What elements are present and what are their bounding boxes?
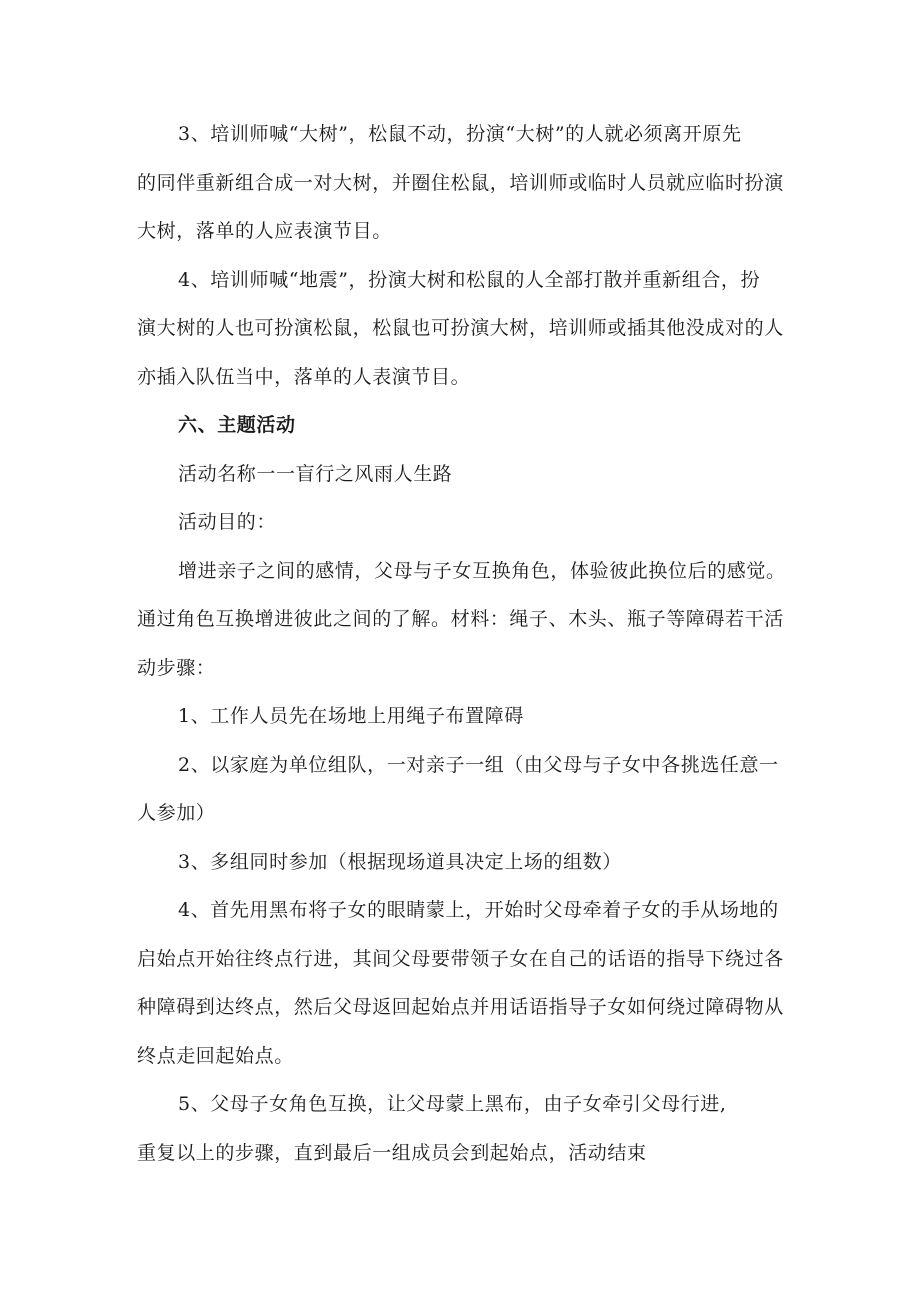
section-heading: 六、主题活动 xyxy=(178,414,296,436)
text-line: 动步骤： xyxy=(137,657,216,679)
text-line: 人参加） xyxy=(137,802,216,824)
step-item: 4、首先用黑布将子女的眼睛蒙上，开始时父母牵着子女的手从场地的 xyxy=(178,899,779,921)
step-item: 5、父母子女角色互换，让父母蒙上黑布，由子女牵引父母行进, xyxy=(178,1093,727,1115)
text-line: 重复以上的步骤，直到最后一组成员会到起始点，活动结束 xyxy=(137,1142,647,1164)
text-line: 增进亲子之间的感情，父母与子女互换角色，体验彼此换位后的感觉。 xyxy=(178,560,786,582)
text-line: 亦插入队伍当中，落单的人表演节目。 xyxy=(137,366,471,388)
text-line: 的同伴重新组合成一对大树，并圈住松鼠，培训师或临时人员就应临时扮演 xyxy=(137,172,784,194)
step-item: 1、工作人员先在场地上用绳子布置障碍 xyxy=(178,705,524,727)
step-item: 2、以家庭为单位组队，一对亲子一组（由父母与子女中各挑选任意一 xyxy=(178,754,779,776)
text-line: 通过角色互换增进彼此之间的了解。材料：绳子、木头、瓶子等障碍若干活 xyxy=(137,608,784,630)
text-line: 演大树的人也可扮演松鼠，松鼠也可扮演大树，培训师或插其他没成对的人 xyxy=(137,317,784,339)
text-line: 种障碍到达终点，然后父母返回起始点并用话语指导子女如何绕过障碍物从 xyxy=(137,996,784,1018)
text-line: 终点走回起始点。 xyxy=(137,1045,294,1067)
activity-name: 活动名称一一盲行之风雨人生路 xyxy=(178,463,453,485)
step-item: 3、多组同时参加（根据现场道具决定上场的组数） xyxy=(178,851,622,873)
activity-purpose-label: 活动目的： xyxy=(178,511,277,533)
text-line: 3、培训师喊“大树”，松鼠不动，扮演“大树”的人就必须离开原先 xyxy=(178,123,742,145)
text-line: 大树，落单的人应表演节目。 xyxy=(137,220,392,242)
text-line: 4、培训师喊“地震”，扮演大树和松鼠的人全部打散并重新组合，扮 xyxy=(178,269,761,291)
text-line: 启始点开始往终点行进，其间父母要带领子女在自己的话语的指导下绕过各 xyxy=(137,948,784,970)
